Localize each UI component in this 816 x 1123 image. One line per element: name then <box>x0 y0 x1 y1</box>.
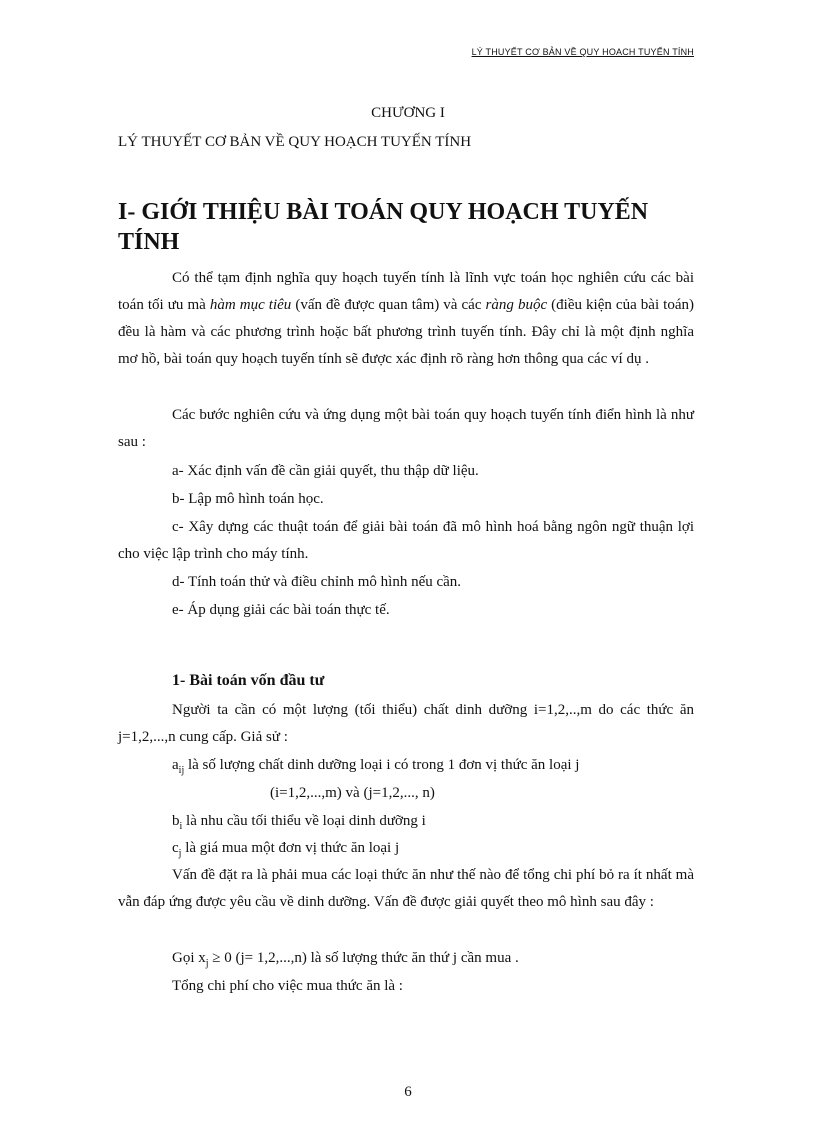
problem-paragraph <box>118 862 694 916</box>
symbol-b: b <box>172 813 180 829</box>
step-b: b- Lập mô hình toán học. <box>172 491 324 507</box>
subsection-intro: Người ta cần có một lượng (tối thiểu) chất dinh dưỡng i=1,2,..,m do các thức ăn j=1,2,...,n cung cấp. Giả sử : <box>118 702 694 745</box>
definition-b-text: là nhu cầu tối thiểu về loại dinh dưỡng i <box>182 813 426 829</box>
total-cost-line: Tổng chi phí cho việc mua thức ăn là : <box>172 978 403 994</box>
subscript-j-x: j <box>205 958 209 969</box>
index-range: (i=1,2,...,m) và (j=1,2,..., n) <box>270 785 435 801</box>
steps-intro-paragraph <box>118 402 694 456</box>
subscript-i: i <box>179 821 183 832</box>
section-heading: I- GIỚI THIỆU BÀI TOÁN QUY HOẠCH TUYẾN TÍNH <box>118 199 649 255</box>
variable-text: ≥ 0 (j= 1,2,...,n) là số lượng thức ăn thứ j cần mua . <box>208 950 519 966</box>
subscript-j: j <box>178 848 182 859</box>
subscript-ij: ij <box>178 765 185 776</box>
term-objective-function: hàm mục tiêu <box>209 297 292 313</box>
chapter-number: CHƯƠNG I <box>371 105 445 121</box>
intro-text-3: (điều kiện của bài toán) đều là hàm và các phương trình hoặc bất phương trình tuyến tính. Đây chỉ là một định nghĩa mơ hồ, bài toán quy hoạch tuyến tính sẽ được xác định rõ ràng hơn thông qua các ví dụ . <box>118 297 694 367</box>
intro-text-1: Có thể tạm định nghĩa quy hoạch tuyến tính là lĩnh vực toán học nghiên cứu các bài toán tối ưu mà <box>118 270 694 313</box>
chapter-title: LÝ THUYẾT CƠ BẢN VỀ QUY HOẠCH TUYẾN TÍNH <box>118 134 472 150</box>
definition-c-text: là giá mua một đơn vị thức ăn loại j <box>181 840 400 856</box>
subsection-heading: 1- Bài toán vốn đầu tư <box>172 672 325 689</box>
symbol-c: c <box>172 840 179 856</box>
term-constraints: ràng buộc <box>485 297 548 313</box>
page-number: 6 <box>404 1084 412 1100</box>
step-a: a- Xác định vấn đề cần giải quyết, thu thập dữ liệu. <box>172 463 479 479</box>
subsection-intro-paragraph <box>118 697 694 751</box>
running-header: LÝ THUYẾT CƠ BẢN VỀ QUY HOẠCH TUYẾN TÍNH <box>471 47 694 57</box>
variable-prefix: Gọi x <box>172 950 206 966</box>
problem-statement: Vấn đề đặt ra là phải mua các loại thức ăn như thế nào để tổng chi phí bỏ ra ít nhất mà vẫn đáp ứng được yêu cầu về dinh dưỡng. Vấn đề được giải quyết theo mô hình sau đây : <box>118 867 694 910</box>
steps-intro: Các bước nghiên cứu và ứng dụng một bài toán quy hoạch tuyến tính điển hình là như sau : <box>118 407 694 450</box>
intro-paragraph <box>118 265 694 373</box>
definition-a-text: là số lượng chất dinh dưỡng loại i có trong 1 đơn vị thức ăn loại j <box>184 757 580 773</box>
step-d: d- Tính toán thử và điều chỉnh mô hình nếu cần. <box>172 574 462 590</box>
symbol-a: a <box>172 757 179 773</box>
step-e: e- Áp dụng giải các bài toán thực tế. <box>172 602 390 618</box>
step-c-paragraph <box>118 514 694 568</box>
intro-text-2: (vấn đề được quan tâm) và các <box>291 297 486 313</box>
step-c: c- Xây dựng các thuật toán để giải bài toán đã mô hình hoá bằng ngôn ngữ thuận lợi cho việc lập trình cho máy tính. <box>118 519 694 562</box>
